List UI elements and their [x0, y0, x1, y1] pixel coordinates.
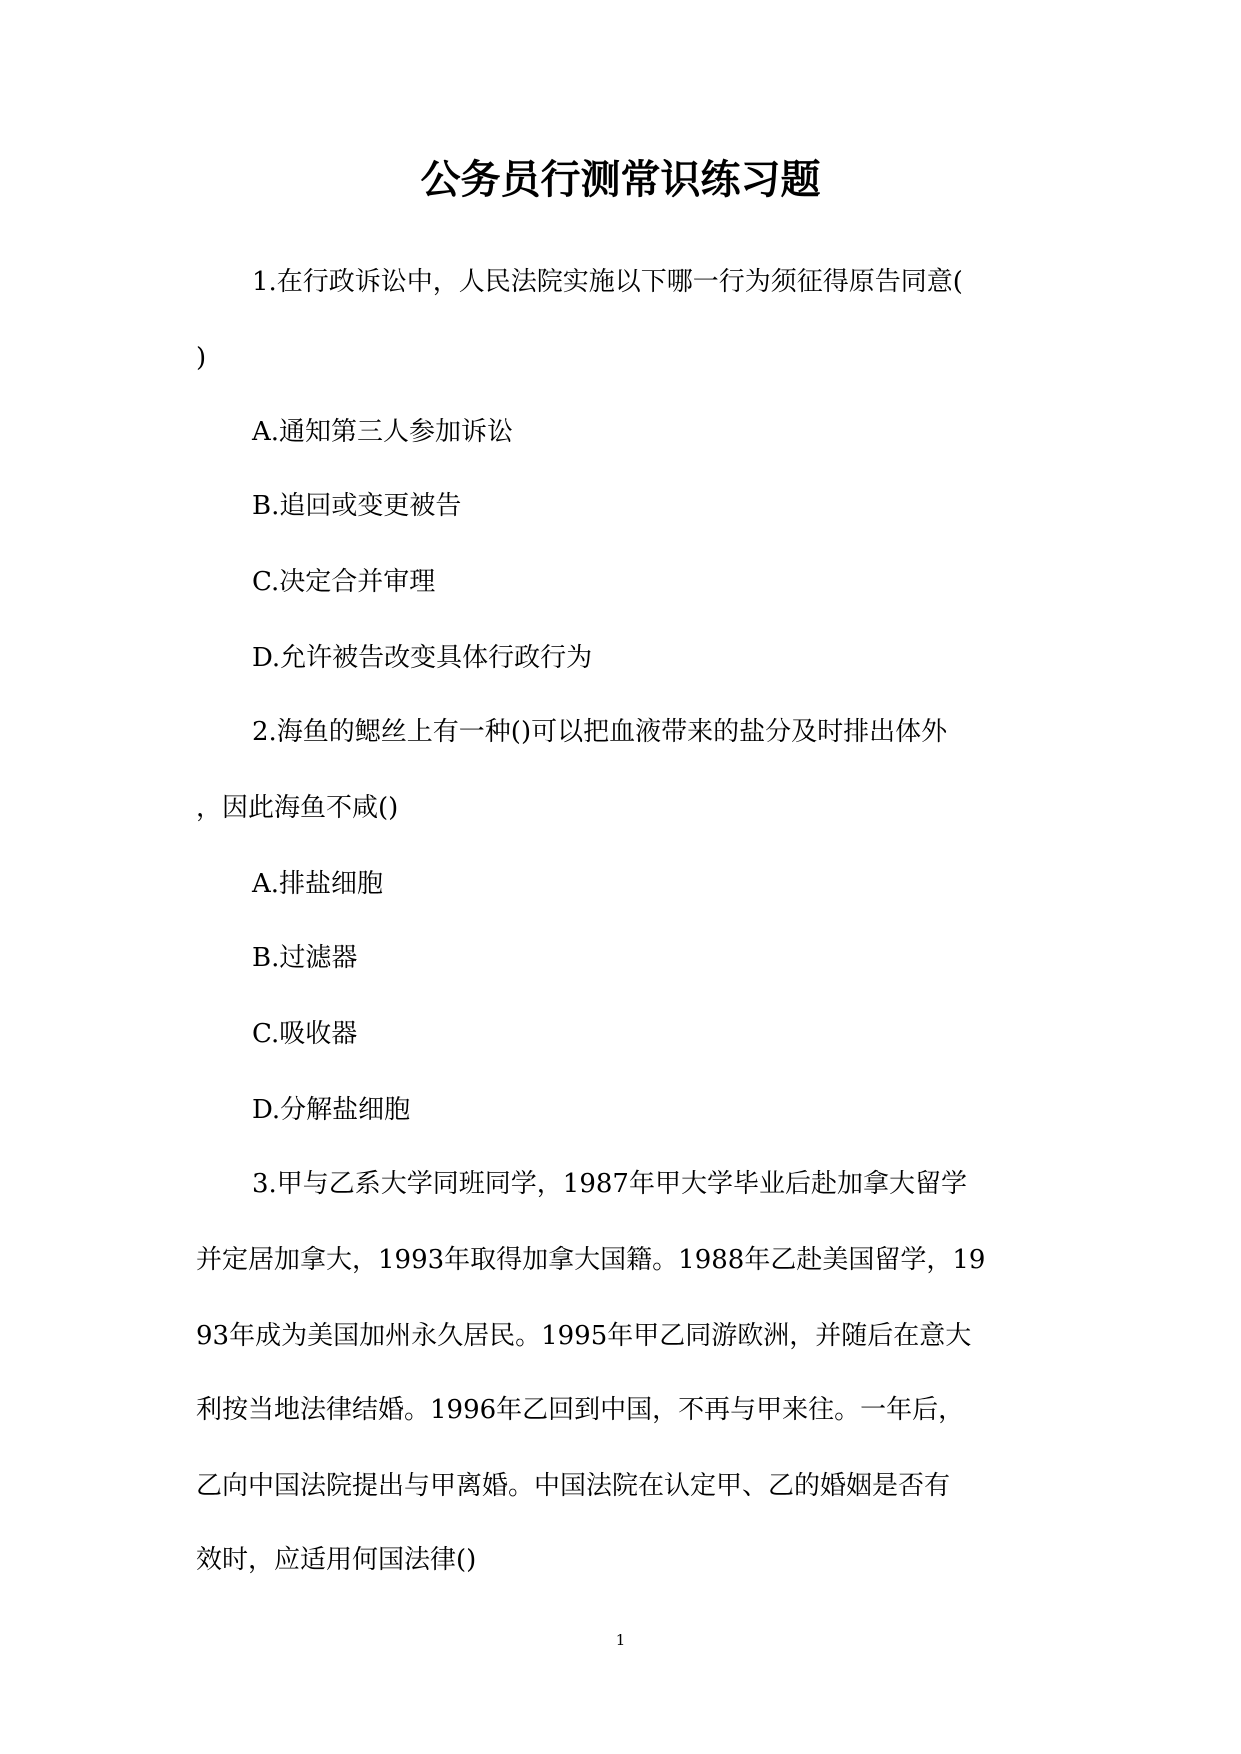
question-1-option-a: A.通知第三人参加诉讼: [252, 417, 514, 447]
question-1-text: 1.在行政诉讼中，人民法院实施以下哪一行为须征得原告同意(: [252, 267, 963, 297]
question-2-option-d: D.分解盐细胞: [252, 1095, 411, 1125]
page-number: 1: [615, 1631, 626, 1649]
question-2-text: 2.海鱼的鳃丝上有一种()可以把血液带来的盐分及时排出体外: [252, 717, 948, 747]
question-2-text-continued: ，因此海鱼不咸(): [196, 793, 399, 823]
question-3-text-line-5: 乙向中国法院提出与甲离婚。中国法院在认定甲、乙的婚姻是否有: [196, 1471, 951, 1501]
question-3-text-line-2: 并定居加拿大，1993年取得加拿大国籍。1988年乙赴美国留学，19: [196, 1245, 986, 1275]
question-3-text-line-3: 93年成为美国加州永久居民。1995年甲乙同游欧洲，并随后在意大: [196, 1321, 972, 1351]
question-1-option-d: D.允许被告改变具体行政行为: [252, 643, 593, 673]
question-2-option-c: C.吸收器: [252, 1019, 358, 1049]
page-title: 公务员行测常识练习题: [420, 156, 821, 203]
question-1-option-b: B.追回或变更被告: [252, 491, 462, 521]
question-2-option-b: B.过滤器: [252, 943, 358, 973]
question-3-text-line-4: 利按当地法律结婚。1996年乙回到中国，不再与甲来往。一年后，: [196, 1395, 965, 1425]
question-2-option-a: A.排盐细胞: [252, 869, 384, 899]
question-3-text-line-1: 3.甲与乙系大学同班同学，1987年甲大学毕业后赴加拿大留学: [252, 1169, 967, 1199]
question-3-text-line-6: 效时，应适用何国法律(): [196, 1545, 477, 1575]
question-1-text-continued: ): [196, 343, 207, 373]
question-1-option-c: C.决定合并审理: [252, 567, 436, 597]
